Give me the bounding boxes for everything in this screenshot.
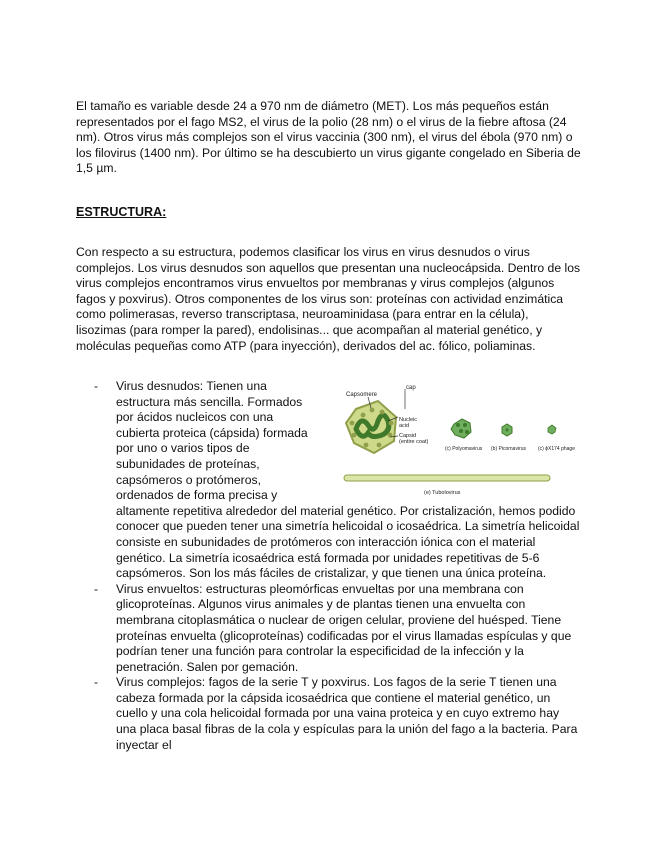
list-item-text: Virus envueltos: estructuras pleomórficas envueltas por una membrana con glicoproteínas. Algunos virus animales y de plantas tienen una envuelta con membrana citoplasmática o nuclear de origen celular, proviene del huésped. Tiene proteínas envuelta (glicoproteínas) codificadas por el virus llamadas espículas y que podrían tener una función para controlar la especificidad de la infección y la penetración. Salen por gemación. xyxy=(116,581,572,674)
label-rod-virus: (e) Tubolovirus xyxy=(424,490,461,496)
polyomavirus-shape xyxy=(451,419,471,438)
paragraph-structure: Con respecto a su estructura, podemos clasificar los virus en virus desnudos o virus complejos. Los virus desnudos son aquellos que presentan una nucleocápsida. Dentro de los virus complejos encontramos virus envueltos por membranas y virus complejos (algunos fagos y poxvirus). Otros componentes de los virus son: proteínas con actividad enzimática como polimerasas, reverso transcriptasa, neuroaminidasa (para entrar en la célula), lisozimas (para romper la pared), endolisinas... que acompañan al material genético, y moléculas pequeñas como ATP (para inyección), derivados del ac. fólico, poliaminas. xyxy=(76,245,581,353)
list-bullet: - xyxy=(94,379,99,393)
label-phage: (c) ϕX174 phage xyxy=(538,446,575,452)
list-item-text: Virus complejos: fagos de la serie T y poxvirus. Los fagos de la serie T tienen una cabeza formada por la cápsida icosaédrica que contiene el material genético, un cuello y una cola helicoidal formada por una vaina proteica y en cuyo extremo hay una placa basal fibras de la cola y espículas para la unión del fago a la bacteria. Para inyectar el xyxy=(116,675,578,752)
label-capsomere: Capsomere xyxy=(346,392,378,398)
phage-shape xyxy=(548,425,556,434)
label-nucleic-acid-line2: acid xyxy=(399,423,410,429)
label-capsid-line2: (entire coat) xyxy=(399,439,429,445)
label-polyomavirus: (c) Polyomavirus xyxy=(445,446,483,452)
list-item-text: Virus desnudos: Tienen una estructura más sencilla. Formados por ácidos nucleicos con una cubierta proteica (cápsida) formada por uno o varios tipos de subunidades de proteínas, capsómeros o protómeros, ordenados de forma precisa y altamente repetitiva alrededor del material genético. Por cristalización, hemos podido conocer que pueden tener una simetría helicoidal o icosaédrica. La simetría helicoidal consiste en subunidades de protómeros con interacción iónica con el material genético. La simetría icosaédrica está formada por unidades repetitivas de 5-6 capsómeros. Son los más fáciles de cristalizar, y que tienen una única proteína. xyxy=(116,379,580,581)
list-bullet: - xyxy=(94,581,99,596)
list-bullet: - xyxy=(94,675,99,690)
list-item-enveloped-virus xyxy=(76,582,581,676)
list-item-naked-virus xyxy=(76,379,581,582)
label-nucleic-acid-line1: Nucleic xyxy=(399,417,418,423)
list-item-complex-virus xyxy=(76,675,581,753)
label-capsid-line1: Capsid xyxy=(399,433,417,439)
virus-type-list xyxy=(76,379,581,753)
label-picornavirus: (b) Picornavirus xyxy=(491,446,527,452)
virus-diagram xyxy=(316,379,586,497)
virus-structure-figure xyxy=(316,379,586,497)
rod-virus-shape xyxy=(344,475,550,481)
paragraph-size: El tamaño es variable desde 24 a 970 nm de diámetro (MET). Los más pequeños están representados por el fago MS2, el virus de la polio (28 nm) o el virus de la fiebre aftosa (24 nm). Otros virus más complejos son el virus vaccinia (300 nm), el virus del ébola (970 nm) o los filovirus (1400 nm). Por último se ha descubierto un virus gigante congelado en Siberia de 1,5 µm. xyxy=(76,99,581,176)
section-heading: ESTRUCTURA: xyxy=(76,205,167,219)
label-cap: cap xyxy=(406,385,416,391)
